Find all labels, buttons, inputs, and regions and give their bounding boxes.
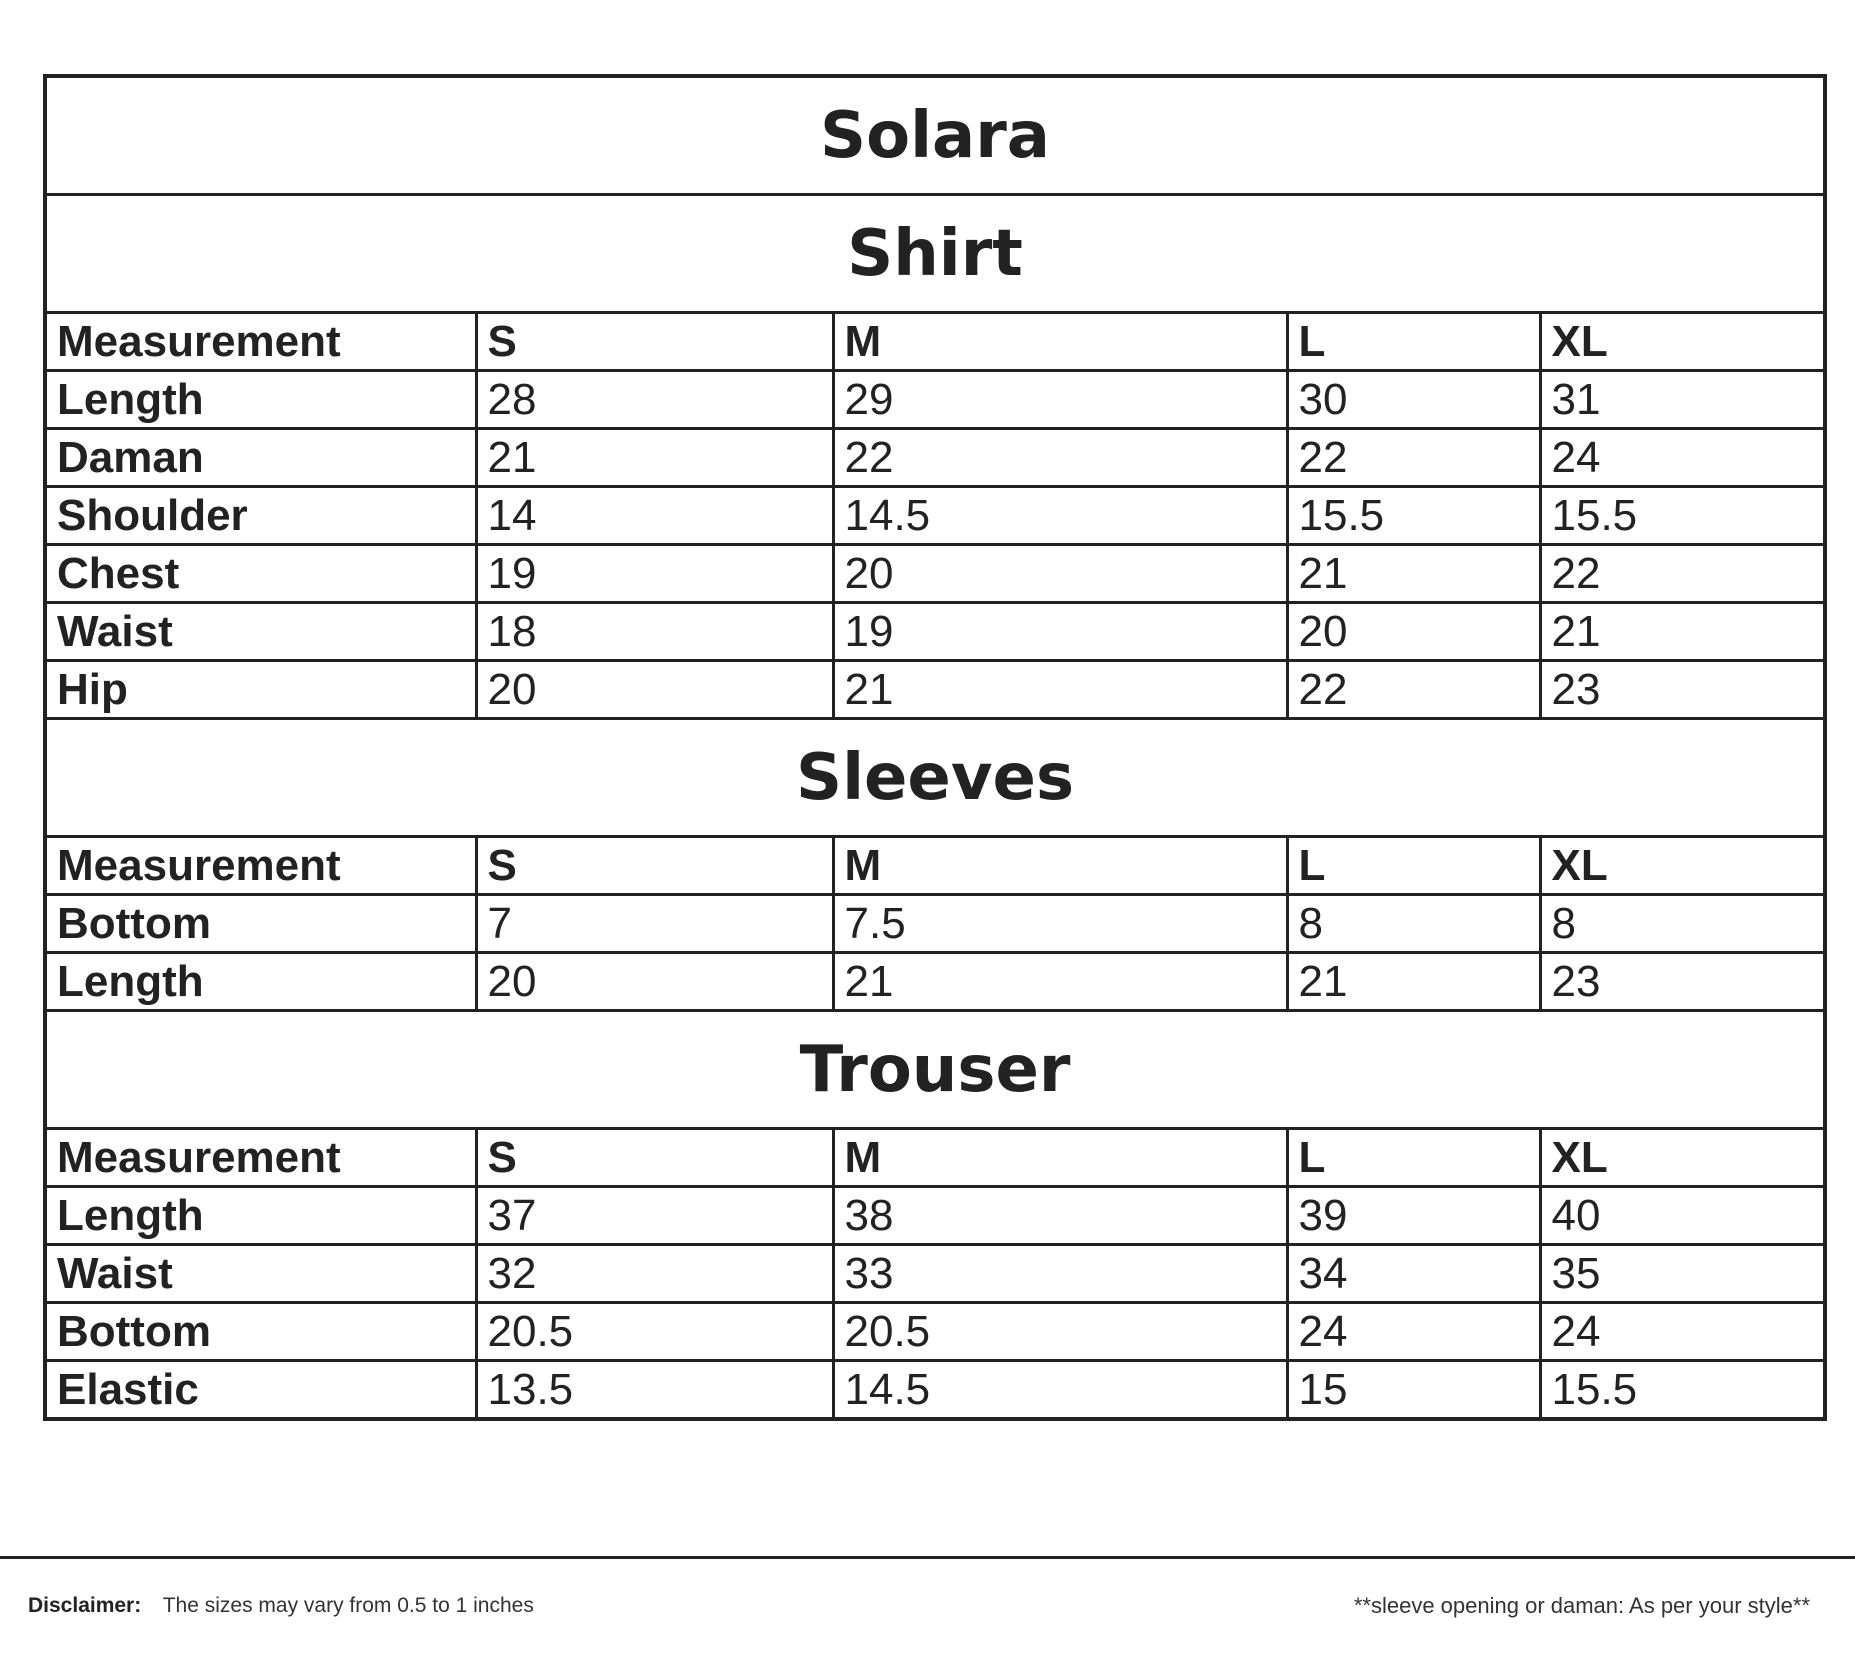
measurement-value: 22 xyxy=(1287,429,1540,487)
measurement-value: 35 xyxy=(1540,1245,1825,1303)
column-header-measurement: Measurement xyxy=(45,313,476,371)
table-row xyxy=(45,371,1825,429)
column-header-size: M xyxy=(833,1129,1287,1187)
measurement-value: 20 xyxy=(833,545,1287,603)
size-chart-body xyxy=(45,76,1825,1419)
measurement-label: Bottom xyxy=(45,895,476,953)
measurement-value: 21 xyxy=(476,429,833,487)
shirt-title-row xyxy=(45,195,1825,313)
style-note: **sleeve opening or daman: As per your style** xyxy=(1353,1593,1810,1618)
measurement-label: Length xyxy=(45,1187,476,1245)
disclaimer-text: The sizes may vary from 0.5 to 1 inches xyxy=(162,1594,534,1617)
measurement-value: 20.5 xyxy=(476,1303,833,1361)
table-row xyxy=(45,953,1825,1011)
measurement-value: 20 xyxy=(476,661,833,719)
footer-divider xyxy=(0,1556,1855,1559)
measurement-label: Hip xyxy=(45,661,476,719)
sleeves-title-row xyxy=(45,719,1825,837)
table-row xyxy=(45,1245,1825,1303)
measurement-value: 15.5 xyxy=(1287,487,1540,545)
measurement-value: 21 xyxy=(1287,953,1540,1011)
measurement-value: 22 xyxy=(833,429,1287,487)
shirt-header-row xyxy=(45,313,1825,371)
measurement-value: 22 xyxy=(1540,545,1825,603)
measurement-value: 8 xyxy=(1287,895,1540,953)
measurement-label: Shoulder xyxy=(45,487,476,545)
measurement-label: Length xyxy=(45,953,476,1011)
measurement-value: 24 xyxy=(1540,429,1825,487)
disclaimer xyxy=(28,1593,534,1619)
brand-row xyxy=(45,76,1825,195)
column-header-size: S xyxy=(476,837,833,895)
measurement-value: 30 xyxy=(1287,371,1540,429)
measurement-value: 33 xyxy=(833,1245,1287,1303)
column-header-measurement: Measurement xyxy=(45,1129,476,1187)
trouser-title-row xyxy=(45,1011,1825,1129)
column-header-size: XL xyxy=(1540,837,1825,895)
measurement-value: 20.5 xyxy=(833,1303,1287,1361)
sleeves-header-row xyxy=(45,837,1825,895)
measurement-value: 19 xyxy=(476,545,833,603)
measurement-value: 20 xyxy=(1287,603,1540,661)
measurement-value: 18 xyxy=(476,603,833,661)
measurement-value: 21 xyxy=(833,661,1287,719)
measurement-value: 23 xyxy=(1540,661,1825,719)
measurement-value: 34 xyxy=(1287,1245,1540,1303)
measurement-value: 21 xyxy=(833,953,1287,1011)
column-header-size: M xyxy=(833,313,1287,371)
table-row xyxy=(45,487,1825,545)
column-header-size: XL xyxy=(1540,1129,1825,1187)
column-header-size: S xyxy=(476,1129,833,1187)
measurement-value: 13.5 xyxy=(476,1361,833,1420)
column-header-size: S xyxy=(476,313,833,371)
measurement-value: 24 xyxy=(1287,1303,1540,1361)
measurement-value: 20 xyxy=(476,953,833,1011)
measurement-value: 28 xyxy=(476,371,833,429)
table-row xyxy=(45,1361,1825,1420)
measurement-value: 21 xyxy=(1540,603,1825,661)
table-row xyxy=(45,895,1825,953)
measurement-value: 15.5 xyxy=(1540,487,1825,545)
sleeves-section-title: Sleeves xyxy=(45,719,1825,837)
table-row xyxy=(45,1303,1825,1361)
table-row xyxy=(45,1187,1825,1245)
column-header-size: XL xyxy=(1540,313,1825,371)
measurement-label: Waist xyxy=(45,603,476,661)
measurement-value: 7.5 xyxy=(833,895,1287,953)
measurement-value: 14.5 xyxy=(833,487,1287,545)
measurement-value: 14 xyxy=(476,487,833,545)
column-header-measurement: Measurement xyxy=(45,837,476,895)
measurement-value: 32 xyxy=(476,1245,833,1303)
measurement-value: 23 xyxy=(1540,953,1825,1011)
table-row xyxy=(45,545,1825,603)
table-row xyxy=(45,603,1825,661)
measurement-label: Daman xyxy=(45,429,476,487)
measurement-value: 40 xyxy=(1540,1187,1825,1245)
measurement-label: Chest xyxy=(45,545,476,603)
trouser-section-title: Trouser xyxy=(45,1011,1825,1129)
column-header-size: L xyxy=(1287,313,1540,371)
measurement-value: 38 xyxy=(833,1187,1287,1245)
measurement-value: 15.5 xyxy=(1540,1361,1825,1420)
measurement-value: 7 xyxy=(476,895,833,953)
measurement-value: 21 xyxy=(1287,545,1540,603)
measurement-label: Length xyxy=(45,371,476,429)
measurement-value: 24 xyxy=(1540,1303,1825,1361)
measurement-value: 19 xyxy=(833,603,1287,661)
trouser-header-row xyxy=(45,1129,1825,1187)
measurement-value: 29 xyxy=(833,371,1287,429)
measurement-label: Waist xyxy=(45,1245,476,1303)
measurement-value: 37 xyxy=(476,1187,833,1245)
column-header-size: M xyxy=(833,837,1287,895)
measurement-label: Bottom xyxy=(45,1303,476,1361)
size-chart-table xyxy=(43,74,1827,1421)
disclaimer-label: Disclaimer: xyxy=(28,1594,142,1617)
measurement-value: 8 xyxy=(1540,895,1825,953)
brand-title: Solara xyxy=(45,76,1825,195)
column-header-size: L xyxy=(1287,1129,1540,1187)
table-row xyxy=(45,429,1825,487)
measurement-value: 39 xyxy=(1287,1187,1540,1245)
column-header-size: L xyxy=(1287,837,1540,895)
shirt-section-title: Shirt xyxy=(45,195,1825,313)
measurement-value: 31 xyxy=(1540,371,1825,429)
measurement-value: 22 xyxy=(1287,661,1540,719)
measurement-value: 14.5 xyxy=(833,1361,1287,1420)
measurement-label: Elastic xyxy=(45,1361,476,1420)
table-row xyxy=(45,661,1825,719)
measurement-value: 15 xyxy=(1287,1361,1540,1420)
